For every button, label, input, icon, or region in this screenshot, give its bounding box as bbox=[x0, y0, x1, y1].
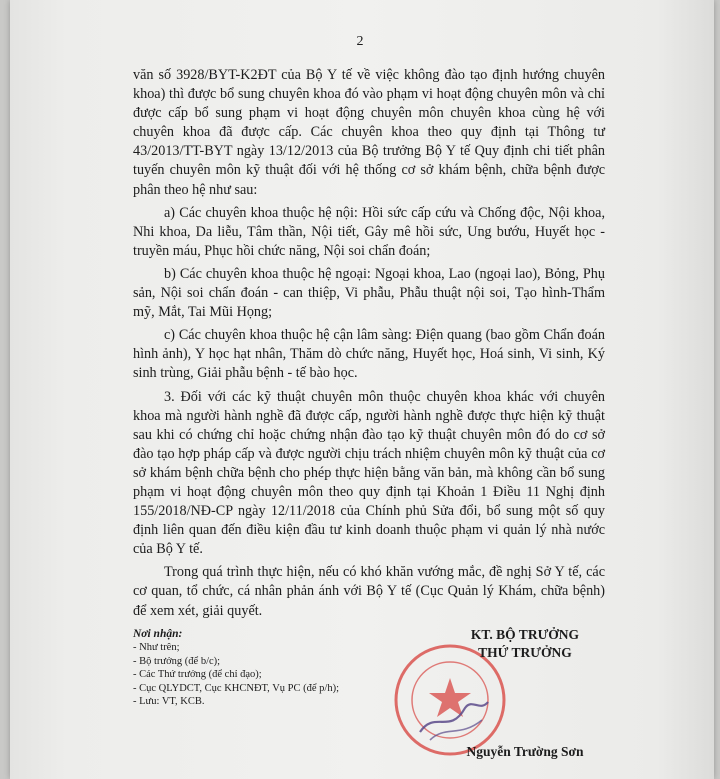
recipient-item: - Như trên; bbox=[133, 642, 180, 654]
paragraph-section-3: 3. Đối với các kỹ thuật chuyên môn thuộc chuyên khoa khác với chuyên khoa mà người hành nghề đã được cấp, người hành nghề được thực hiện kỹ thuật sau khi có chứng chỉ hoặc chứng nhận đào tạo kỹ thuật chuyên môn đó do cơ sở đào tạo hợp pháp cấp và được người chịu trách nhiệm chuyên môn kỹ thuật của cơ sở khám bệnh chữa bệnh cho phép thực hiện bằng văn bản, mà không cần bổ sung phạm vi hoạt động chuyên môn theo quy định tại Khoản 1 Điều 11 Nghị định 155/2018/NĐ-CP ngày 12/11/2018 của Chính phủ Sửa đổi, bổ sung một số quy định liên quan đến điều kiện đầu tư kinh doanh thuộc phạm vi quản lý nhà nước của Bộ Y tế. bbox=[133, 388, 605, 558]
signature-title-1: KT. BỘ TRƯỞNG bbox=[470, 627, 580, 642]
recipient-item: - Các Thứ trưởng (để chỉ đạo); bbox=[133, 669, 262, 681]
recipient-item: - Lưu: VT, KCB. bbox=[133, 696, 205, 708]
paragraph-surgical-specialties: b) Các chuyên khoa thuộc hệ ngoại: Ngoại khoa, Lao (ngoại lao), Bỏng, Phụ sản, Nội soi chẩn đoán - can thiệp, Vi phẫu, Phẫu thuật nội soi, Tạo hình-Thẩm mỹ, Mắt, Tai Mũi Họng; bbox=[133, 265, 605, 321]
recipient-item: - Bộ trưởng (để b/c); bbox=[133, 655, 221, 667]
signature-title-2: THỨ TRƯỞNG bbox=[478, 645, 572, 660]
paragraph-internal-specialties: a) Các chuyên khoa thuộc hệ nội: Hồi sức cấp cứu và Chống độc, Nội khoa, Nhi khoa, Da liễu, Tâm thần, Nội tiết, Gây mê hồi sức, Ung bướu, Huyết học - truyền máu, Phục hồi chức năng, Nội soi chẩn đoán; bbox=[133, 204, 605, 259]
recipients-title: Nơi nhận: bbox=[133, 628, 183, 640]
page-number: 2 bbox=[356, 34, 364, 49]
signature-block bbox=[440, 626, 610, 662]
paragraph-paraclinical-specialties: c) Các chuyên khoa thuộc hệ cận lâm sàng: Điện quang (bao gồm Chẩn đoán hình ảnh), Y học hạt nhân, Thăm dò chức năng, Huyết học, Hoá sinh, Vi sinh, Ký sinh trùng, Giải phẫu bệnh - tế bào học. bbox=[133, 327, 605, 382]
paragraph-closing: Trong quá trình thực hiện, nếu có khó khăn vướng mắc, đề nghị Sở Y tế, các cơ quan, tổ chức, cá nhân phản ánh với Bộ Y tế (Cục Quản lý Khám, chữa bệnh) để xem xét, giải quyết. bbox=[133, 564, 605, 619]
recipient-item: - Cục QLYDCT, Cục KHCNĐT, Vụ PC (để p/h); bbox=[133, 682, 340, 694]
recipients-block bbox=[133, 628, 413, 708]
document-body bbox=[133, 66, 605, 625]
signer-name: Nguyễn Trường Sơn bbox=[466, 744, 584, 759]
paragraph-intro: văn số 3928/BYT-K2ĐT của Bộ Y tế về việc không đào tạo định hướng chuyên khoa) thì được bổ sung chuyên khoa đó vào phạm vi hoạt động chuyên môn và chỉ được cấp bổ sung phạm vi hoạt động chuyên môn chuyên khoa cùng hệ với chuyên khoa đã được cấp. Các chuyên khoa theo quy định tại Thông tư 43/2013/TT-BYT ngày 13/12/2013 của Bộ trưởng Bộ Y tế Quy định chi tiết phân tuyến chuyên môn kỹ thuật đối với hệ thống cơ sở khám bệnh, chữa bệnh được phân theo hệ như sau: bbox=[133, 67, 605, 198]
